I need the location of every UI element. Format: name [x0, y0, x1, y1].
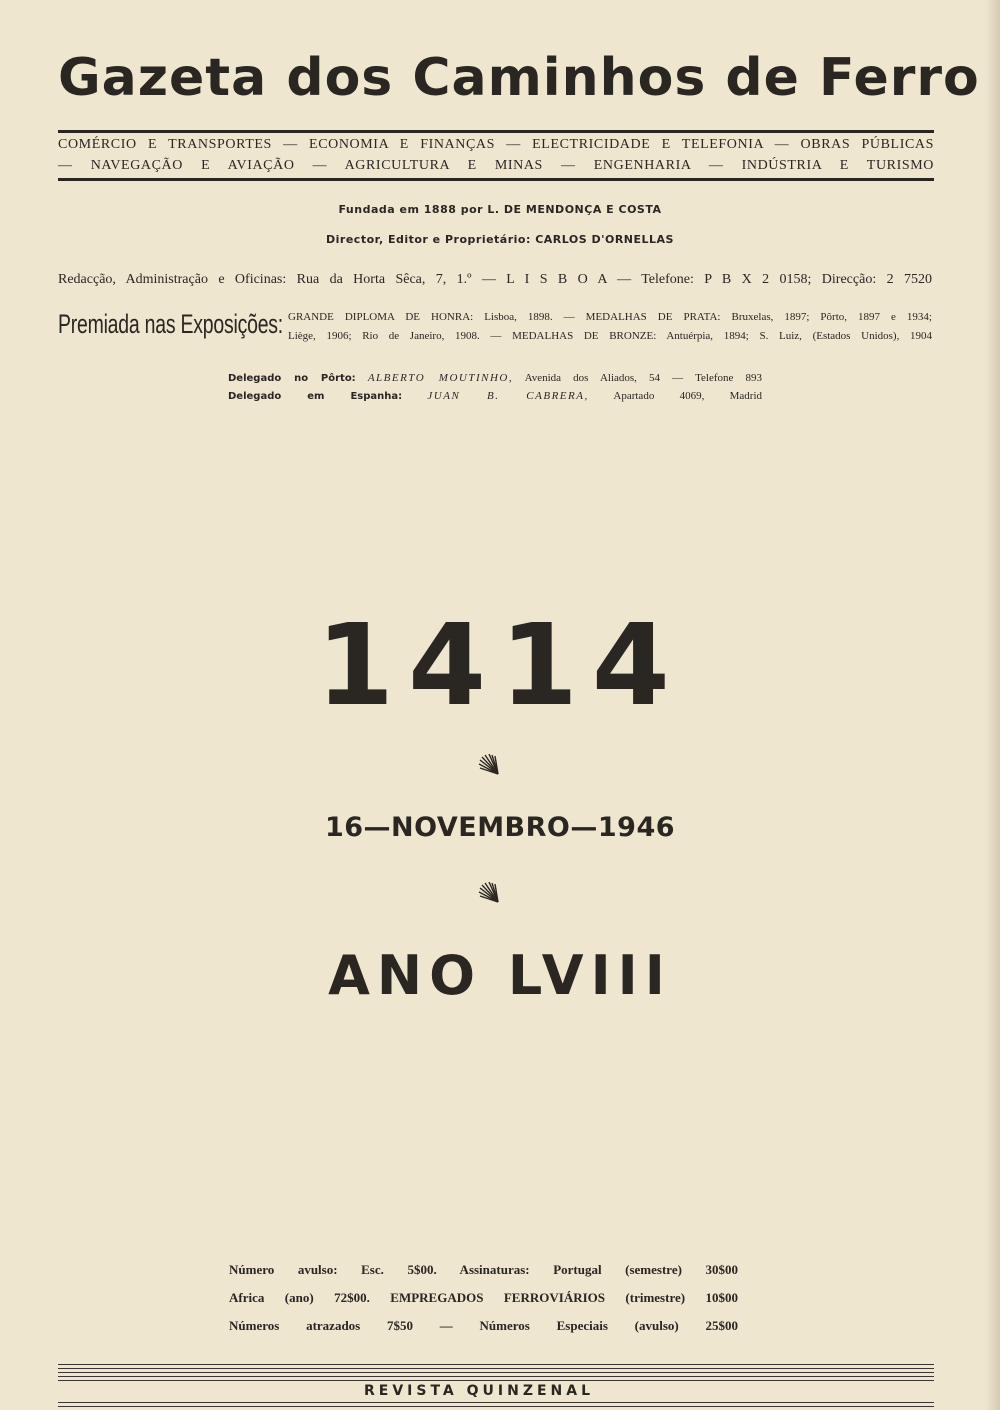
- awards-line-1: GRANDE DIPLOMA DE HONRA: Lisboa, 1898. — MEDALHAS DE PRATA: Bruxelas, 1897; Pôrto, 1897 e 1934;: [288, 311, 932, 323]
- price-line-2: Africa (ano) 72$00. EMPREGADOS FERROVIÁRIOS (trimestre) 10$00: [229, 1290, 738, 1305]
- fan-ornament-icon: [478, 754, 502, 778]
- director-line: Director, Editor e Proprietário: CARLOS D'ORNELLAS: [326, 233, 674, 246]
- delegate-role: Delegado em Espanha:: [228, 391, 403, 402]
- delegate-name: JUAN B. CABRERA,: [427, 390, 589, 402]
- delegate-detail: Avenida dos Aliados, 54 — Telefone 893: [524, 372, 762, 384]
- delegate-name: ALBERTO MOUTINHO,: [367, 372, 514, 384]
- issue-number: 1414: [316, 601, 684, 731]
- issue-date: 16—NOVEMBRO—1946: [324, 812, 676, 843]
- delegate-role: Delegado no Pôrto:: [228, 373, 356, 384]
- footer-rules-top: [58, 1364, 934, 1384]
- price-line-3: Números atrazados 7$50 — Números Especiais (avulso) 25$00: [229, 1318, 738, 1333]
- footer-rules-bottom: [58, 1402, 934, 1410]
- price-line-1: Número avulso: Esc. 5$00. Assinaturas: Portugal (semestre) 30$00: [229, 1262, 738, 1277]
- masthead-rule-top: [58, 130, 934, 133]
- footer-label: REVISTA QUINZENAL: [292, 1382, 666, 1400]
- masthead-title: Gazeta dos Caminhos de Ferro: [58, 48, 980, 108]
- founded-line: Fundada em 1888 por L. DE MENDONÇA E COSTA: [338, 203, 662, 216]
- subjects-line-1: COMÉRCIO E TRANSPORTES — ECONOMIA E FINANÇAS — ELECTRICIDADE E TELEFONIA — OBRAS PÚBLICAS: [58, 137, 934, 152]
- awards-line-2: Liège, 1906; Rio de Janeiro, 1908. — MEDALHAS DE BRONZE: Antuérpia, 1894; S. Luiz, (Estados Unidos), 1904: [288, 330, 932, 342]
- issue-year: ANO LVIII: [328, 944, 672, 1007]
- subjects-line-2: — NAVEGAÇÃO E AVIAÇÃO — AGRICULTURA E MINAS — ENGENHARIA — INDÚSTRIA E TURISMO: [58, 158, 934, 173]
- masthead-rule-bottom: [58, 178, 934, 181]
- address-line: Redacção, Administração e Oficinas: Rua da Horta Sêca, 7, 1.º — L I S B O A — Telefone: P B X 2 0158; Direcção: 2 7520: [58, 272, 932, 287]
- delegate-spain: [228, 390, 762, 402]
- delegate-detail: Apartado 4069, Madrid: [613, 390, 762, 402]
- delegate-porto: [228, 372, 762, 384]
- awards-label: Premiada nas Exposições:: [58, 309, 283, 339]
- page-edge-shadow: [986, 0, 1000, 1410]
- fan-ornament-icon: [478, 882, 502, 906]
